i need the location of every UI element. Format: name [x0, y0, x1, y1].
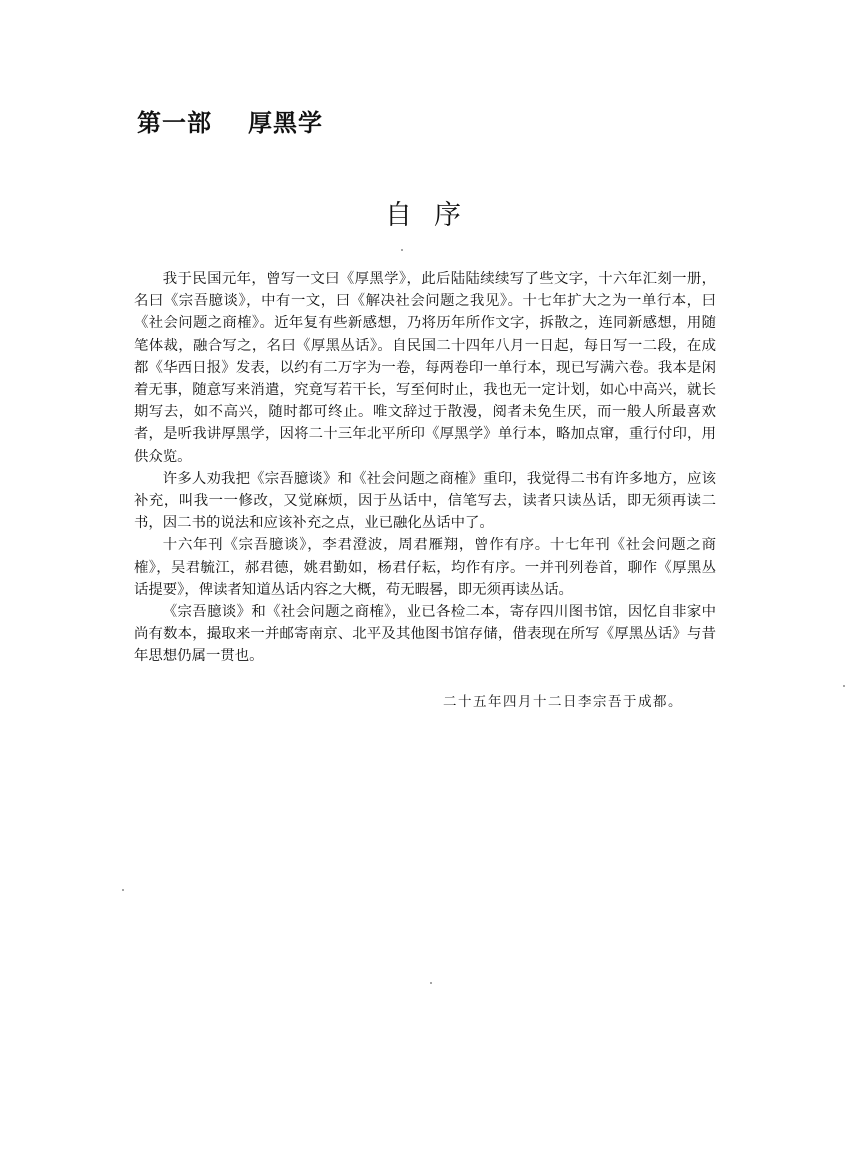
paragraph: 许多人劝我把《宗吾臆谈》和《社会问题之商榷》重印，我觉得二书有许多地方，应该补充，叫我一一修改，又觉麻烦，因于丛话中，信笔写去，读者只读丛话，即无须再读二书，因二书的说法和应该补充之点，业已融化丛话中了。: [134, 470, 716, 532]
signature-line: 二十五年四月十二日李宗吾于成都。: [443, 694, 683, 710]
preface-body: [134, 268, 716, 668]
scan-speck: [401, 249, 403, 251]
paragraph: 十六年刊《宗吾臆谈》，李君澄波，周君雁翔，曾作有序。十七年刊《社会问题之商榷》，吴君毓江，郝君德，姚君勤如，杨君仔耘，均作有序。一并刊列卷首，聊作《厚黑丛话提要》，俾读者知道丛话内容之大概，苟无暇晷，即无须再读丛话。: [134, 537, 716, 598]
scan-speck: [430, 982, 432, 984]
paragraph: 《宗吾臆谈》和《社会问题之商榷》，业已各检二本，寄存四川图书馆，因忆自非家中尚有数本，撮取来一并邮寄南京、北平及其他图书馆存储，借表现在所写《厚黑丛话》与昔年思想仍属一贯也。: [134, 604, 716, 665]
paragraph: 我于民国元年，曾写一文曰《厚黑学》，此后陆陆续续写了些文字，十六年汇刻一册，名曰《宗吾臆谈》，中有一文，曰《解决社会问题之我见》。十七年扩大之为一单行本，曰《社会问题之商榷》。近年复有些新感想，乃将历年所作文字，拆散之，连同新感想，用随笔体裁，融合写之，名曰《厚黑丛话》。自民国二十四年八月一日起，每日写一二段，在成都《华西日报》发表，以约有二万字为一卷，每两卷印一单行本，现已写满六卷。我本是闲着无事，随意写来消遣，究竟写若干长，写至何时止，我也无一定计划，如心中高兴，就长期写去，如不高兴，随时都可终止。唯文辞过于散漫，阅者未免生厌，而一般人所最喜欢者，是听我讲厚黑学，因将二十三年北平所印《厚黑学》单行本，略加点窜，重行付印，用供众览。: [134, 271, 716, 465]
part-label: 第一部: [137, 109, 212, 137]
preface-title: 自序: [385, 200, 483, 231]
scan-speck: [843, 685, 845, 687]
part-name: 厚黑学: [248, 109, 323, 137]
scan-speck: [122, 889, 124, 891]
part-title: [137, 106, 323, 140]
